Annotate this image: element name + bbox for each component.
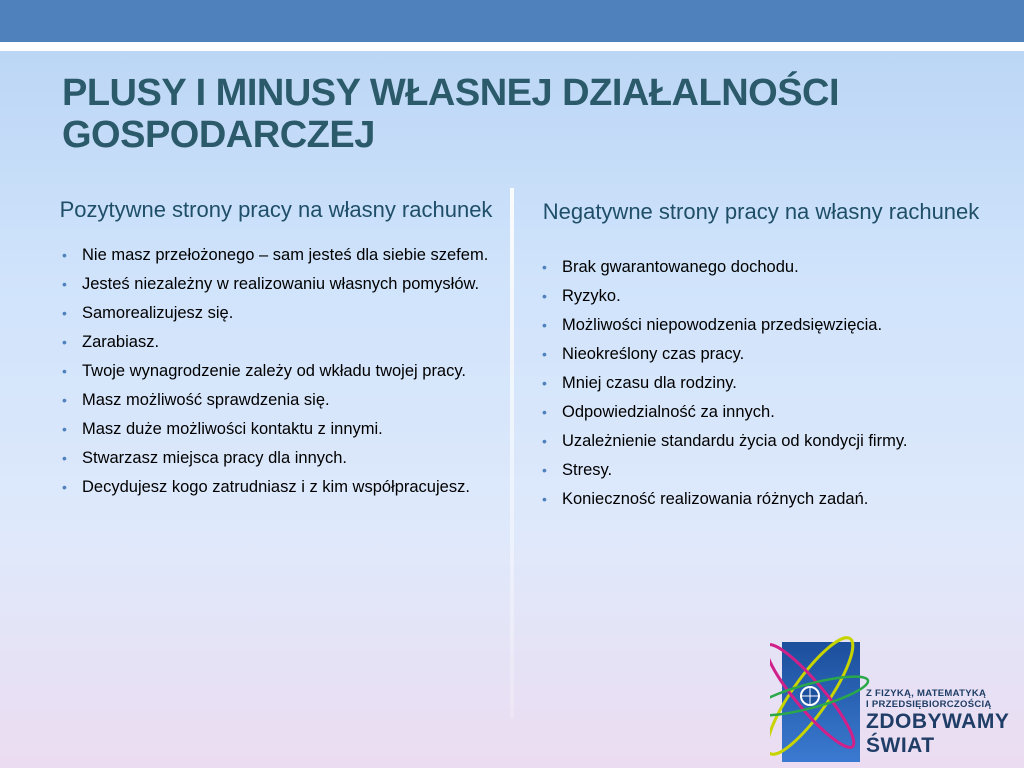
list-item — [56, 273, 496, 296]
list-item-text: Odpowiedzialność za innych. — [562, 403, 775, 421]
list-item-text: Mniej czasu dla rodziny. — [562, 374, 737, 392]
list-item-text: Samorealizujesz się. — [82, 304, 234, 322]
list-item — [56, 418, 496, 441]
list-item-text: Masz duże możliwości kontaktu z innymi. — [82, 420, 383, 438]
bullet-icon: • — [542, 259, 547, 275]
bullet-icon: • — [542, 491, 547, 507]
list-item — [56, 389, 496, 412]
list-item — [56, 360, 496, 383]
bullet-icon: • — [62, 363, 67, 379]
list-item — [56, 447, 496, 470]
bullet-icon: • — [542, 404, 547, 420]
bullet-icon: • — [62, 334, 67, 350]
bullet-icon: • — [542, 433, 547, 449]
list-item-text: Nieokreślony czas pracy. — [562, 345, 745, 363]
list-item — [56, 331, 496, 354]
slide-title — [62, 72, 962, 156]
list-item-text: Możliwości niepowodzenia przedsięwzięcia. — [562, 316, 883, 334]
bullet-icon: • — [542, 288, 547, 304]
list-item — [536, 488, 986, 511]
list-item-text: Decydujesz kogo zatrudniasz i z kim współpracujesz. — [82, 478, 470, 496]
list-item — [56, 476, 496, 499]
cons-list — [536, 256, 986, 511]
list-item-text: Uzależnienie standardu życia od kondycji firmy. — [562, 432, 908, 450]
list-item-text: Konieczność realizowania różnych zadań. — [562, 490, 869, 508]
list-item — [536, 430, 986, 453]
list-item — [536, 372, 986, 395]
list-item-text: Brak gwarantowanego dochodu. — [562, 258, 799, 276]
bullet-icon: • — [62, 479, 67, 495]
top-white-stripe — [0, 42, 1024, 51]
list-item-text: Ryzyko. — [562, 287, 621, 305]
top-accent-bar — [0, 0, 1024, 42]
list-item — [56, 302, 496, 325]
bullet-icon: • — [542, 462, 547, 478]
list-item-text: Stwarzasz miejsca pracy dla innych. — [82, 449, 348, 467]
list-item — [56, 244, 496, 267]
list-item-text: Nie masz przełożonego – sam jesteś dla siebie szefem. — [82, 246, 489, 264]
cons-heading: Negatywne strony pracy na własny rachunek — [542, 199, 980, 224]
list-item-text: Twoje wynagrodzenie zależy od wkładu twojej pracy. — [82, 362, 466, 380]
bullet-icon: • — [62, 276, 67, 292]
slide-title-line-2: GOSPODARCZEJ — [62, 114, 375, 156]
logo-text — [866, 688, 1009, 758]
bullet-icon: • — [62, 421, 67, 437]
list-item-text: Jesteś niezależny w realizowaniu własnych pomysłów. — [82, 275, 480, 293]
bullet-icon: • — [62, 305, 67, 321]
slide-title-line-1: PLUSY I MINUSY WŁASNEJ DZIAŁALNOŚCI — [62, 72, 840, 114]
list-item — [536, 401, 986, 424]
logo-text-line-2: I PRZEDSIĘBIORCZOŚCIĄ — [866, 699, 992, 710]
list-item — [536, 285, 986, 308]
logo-text-line-1: Z FIZYKĄ, MATEMATYKĄ — [866, 688, 987, 699]
list-item-text: Zarabiasz. — [82, 333, 160, 351]
bullet-icon: • — [542, 346, 547, 362]
pros-list — [56, 244, 496, 499]
column-divider — [510, 188, 514, 718]
list-item — [536, 314, 986, 337]
bullet-icon: • — [62, 247, 67, 263]
pros-heading: Pozytywne strony pracy na własny rachunek — [59, 197, 493, 222]
pros-column — [56, 196, 496, 505]
logo-text-line-3: ZDOBYWAMY — [866, 710, 1010, 733]
list-item-text: Stresy. — [562, 461, 613, 479]
cons-column — [536, 198, 986, 517]
list-item — [536, 459, 986, 482]
bullet-icon: • — [62, 392, 67, 408]
list-item — [536, 256, 986, 279]
logo-text-line-4: ŚWIAT — [866, 734, 935, 757]
list-item-text: Masz możliwość sprawdzenia się. — [82, 391, 330, 409]
list-item — [536, 343, 986, 366]
bullet-icon: • — [542, 317, 547, 333]
bullet-icon: • — [62, 450, 67, 466]
bullet-icon: • — [542, 375, 547, 391]
